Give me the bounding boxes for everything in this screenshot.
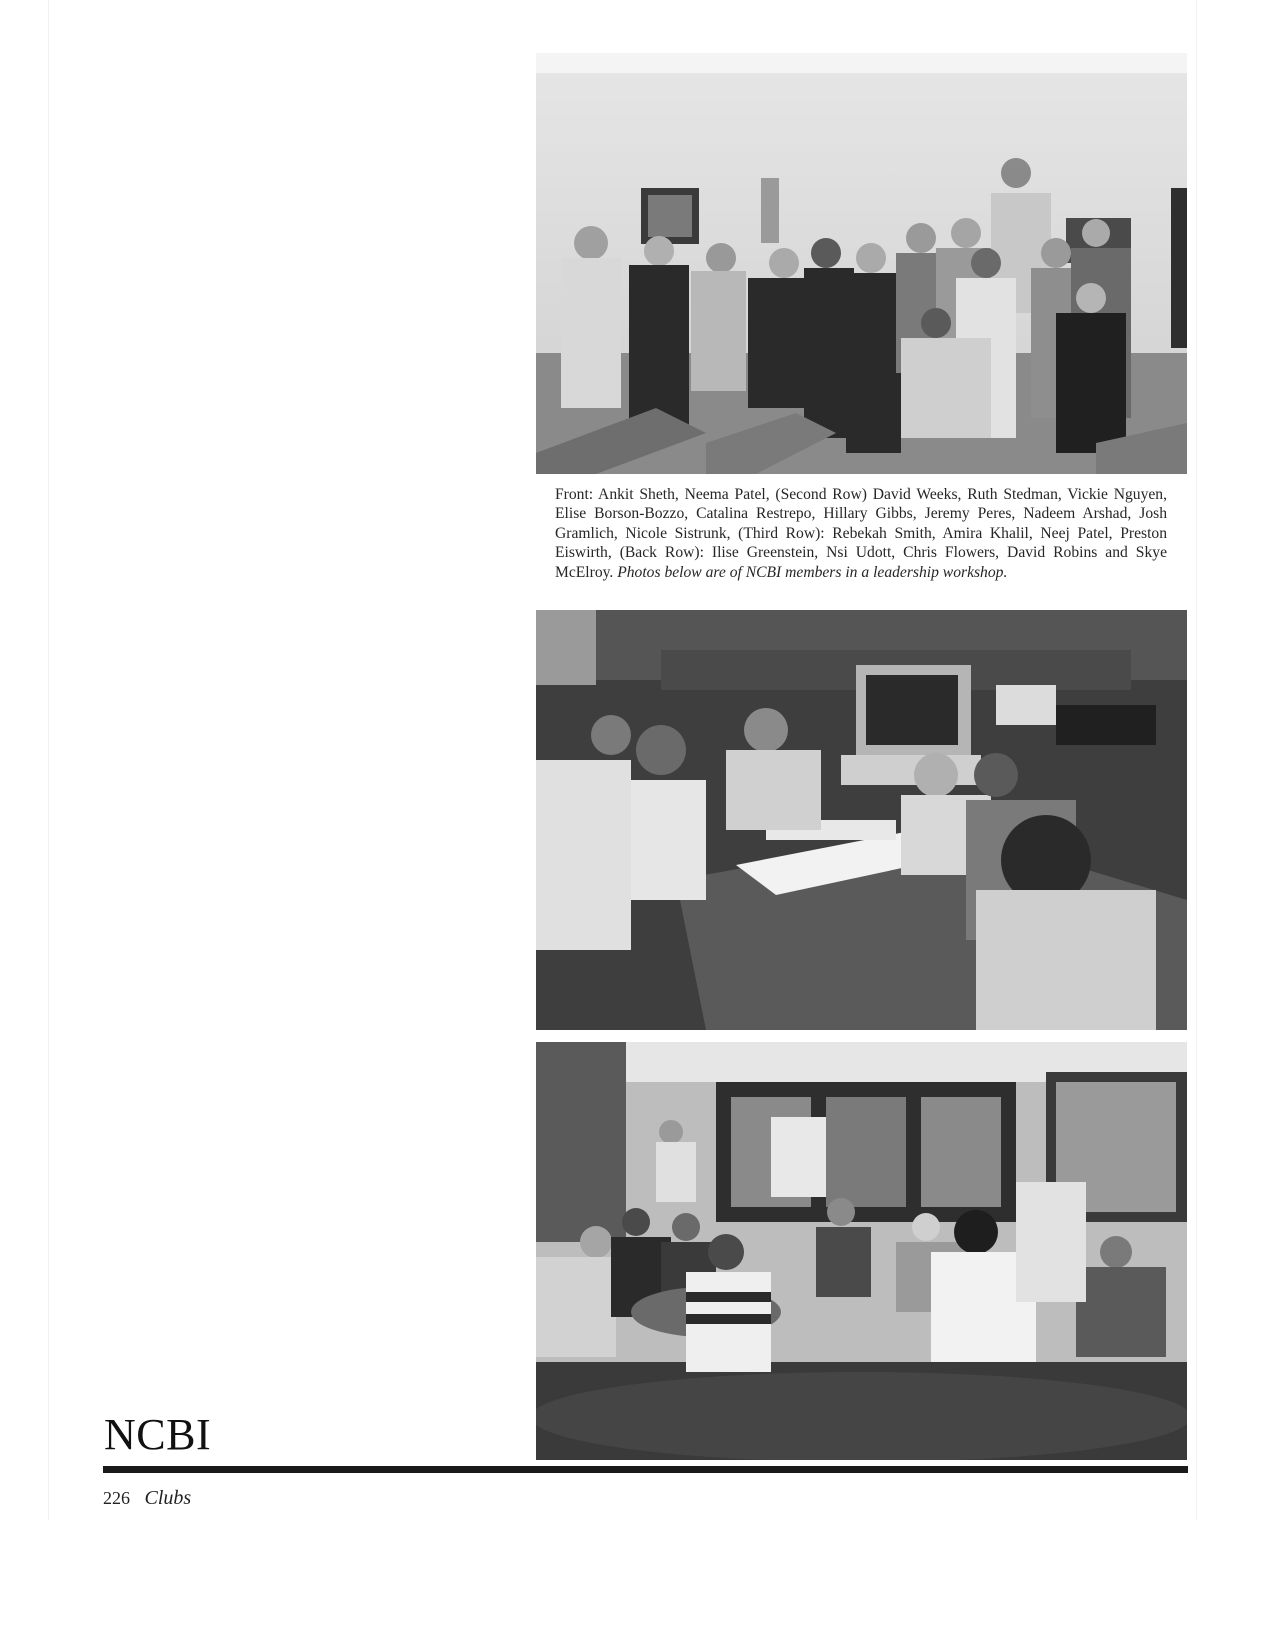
page-edge-right <box>1196 0 1197 1520</box>
workshop-library-photo-image <box>536 1042 1187 1460</box>
group-photo-image <box>536 53 1187 474</box>
workshop-table-photo-image <box>536 610 1187 1030</box>
group-photo <box>536 53 1187 474</box>
page-edge-left <box>48 0 49 1520</box>
workshop-library-photo <box>536 1042 1187 1460</box>
photo-caption <box>555 485 1167 582</box>
footer-section: Clubs <box>144 1487 192 1509</box>
page-footer <box>103 1487 191 1509</box>
page-number: 226 <box>103 1488 130 1508</box>
section-rule <box>103 1466 1188 1473</box>
section-title: NCBI <box>104 1410 212 1459</box>
caption-note: Photos below are of NCBI members in a leadership workshop. <box>617 563 1008 581</box>
caption-names: Front: Ankit Sheth, Neema Patel, (Second Row) David Weeks, Ruth Stedman, Vickie Nguyen, Elise Borson-Bozzo, Catalina Restrepo, Hillary Gibbs, Jeremy Peres, Nadeem Arshad, Josh Gramlich, Nicole Sistrunk, (Third Row): Rebekah Smith, Amira Khalil, Neej Patel, Preston Eiswirth, (Back Row): Ilise Greenstein, Nsi Udott, Chris Flowers, David Robins and Skye McElroy. <box>555 486 1167 581</box>
workshop-table-photo <box>536 610 1187 1030</box>
